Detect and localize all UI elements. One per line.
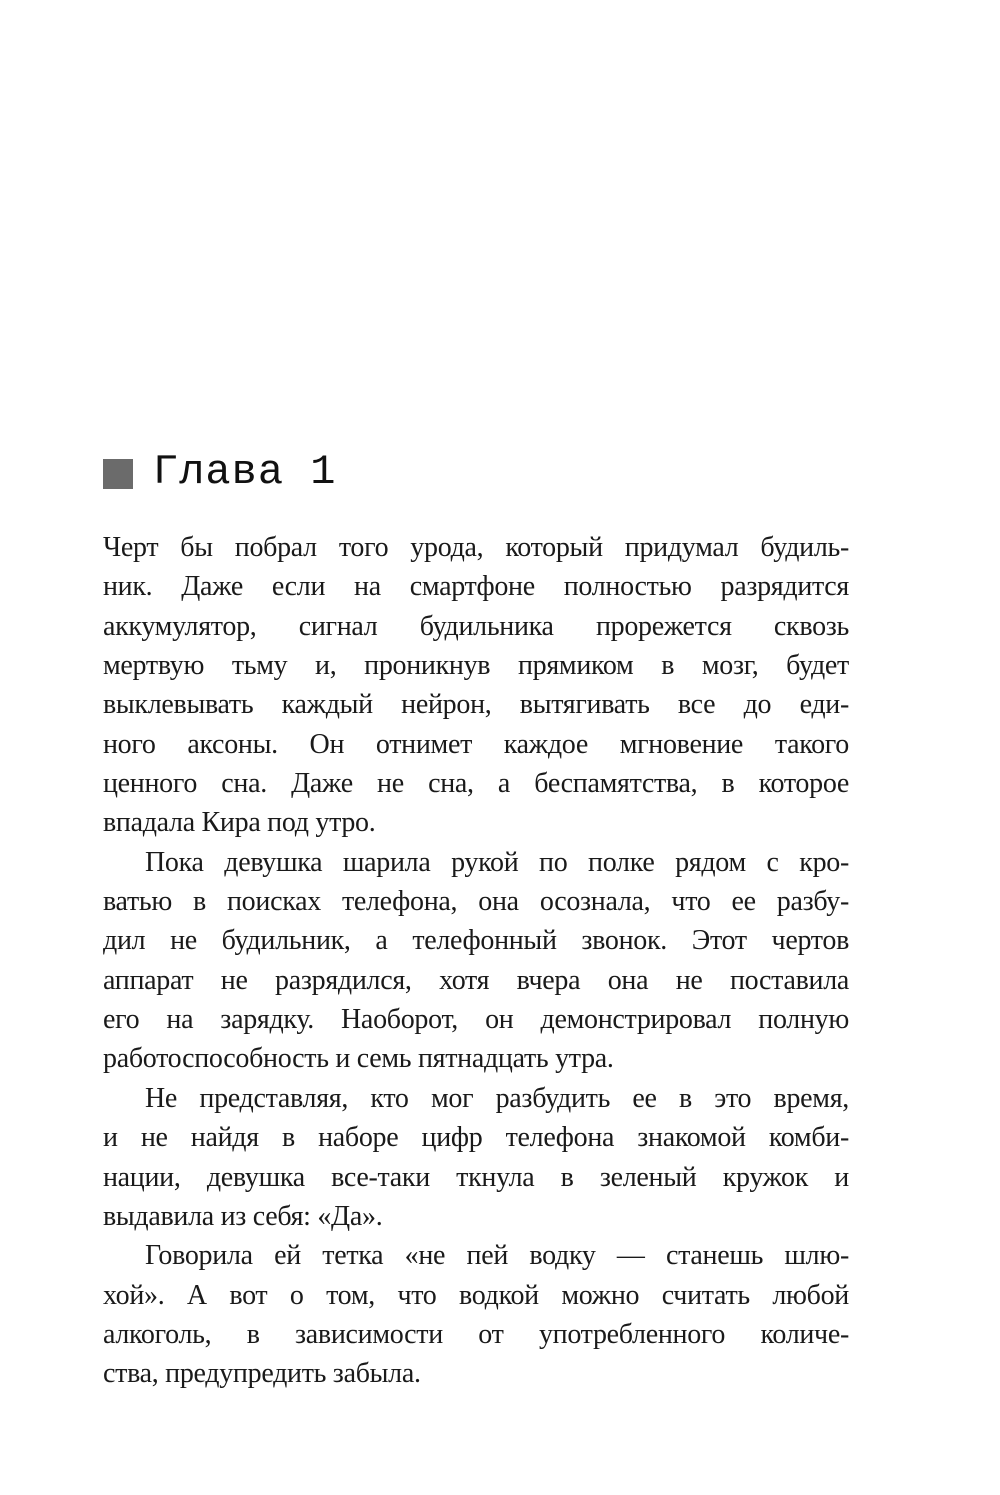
text-line: ценного сна. Даже не сна, а беспамятства, в которое [103,768,849,800]
text-line: Пока девушка шарила рукой по полке рядом с кро- [145,846,849,878]
text-line: Черт бы побрал того урода, который придумал будиль- [103,532,849,563]
text-line: работоспособность и семь пятнадцать утра. [103,1043,614,1075]
text-line: хой». А вот о том, что водкой можно считать любой [103,1279,849,1311]
text-line: и не найдя в наборе цифр телефона знакомой комби- [103,1122,849,1154]
text-line: впадала Кира под утро. [103,807,376,839]
chapter-square-icon [103,459,133,489]
text-line: Говорила ей тетка «не пей водку — станешь шлю- [145,1240,849,1272]
text-line: ватью в поисках телефона, она осознала, что ее разбу- [103,886,849,918]
text-line: его на зарядку. Наоборот, он демонстрировал полную [103,1004,849,1036]
text-line: мертвую тьму и, проникнув прямиком в мозг, будет [103,650,849,682]
text-line: нации, девушка все-таки ткнула в зеленый кружок и [103,1161,849,1193]
chapter-title: Глава 1 [153,448,337,496]
text-line: ства, предупредить забыла. [103,1358,421,1390]
text-line: аккумулятор, сигнал будильника прорежется сквозь [103,610,849,642]
text-line: выклевывать каждый нейрон, вытягивать все до еди- [103,689,849,721]
chapter-heading [103,448,336,496]
text-line: дил не будильник, а телефонный звонок. Этот чертов [103,925,849,957]
text-line: аппарат не разрядился, хотя вчера она не поставила [103,964,849,996]
text-line: ного аксоны. Он отнимет каждое мгновение такого [103,728,849,760]
text-line: алкоголь, в зависимости от употребленного количе- [103,1318,849,1350]
text-line: выдавила из себя: «Да». [103,1200,383,1232]
text-line: ник. Даже если на смартфоне полностью разрядится [103,571,849,603]
text-line: Не представляя, кто мог разбудить ее в это время, [145,1082,849,1114]
body-text [103,528,849,1394]
